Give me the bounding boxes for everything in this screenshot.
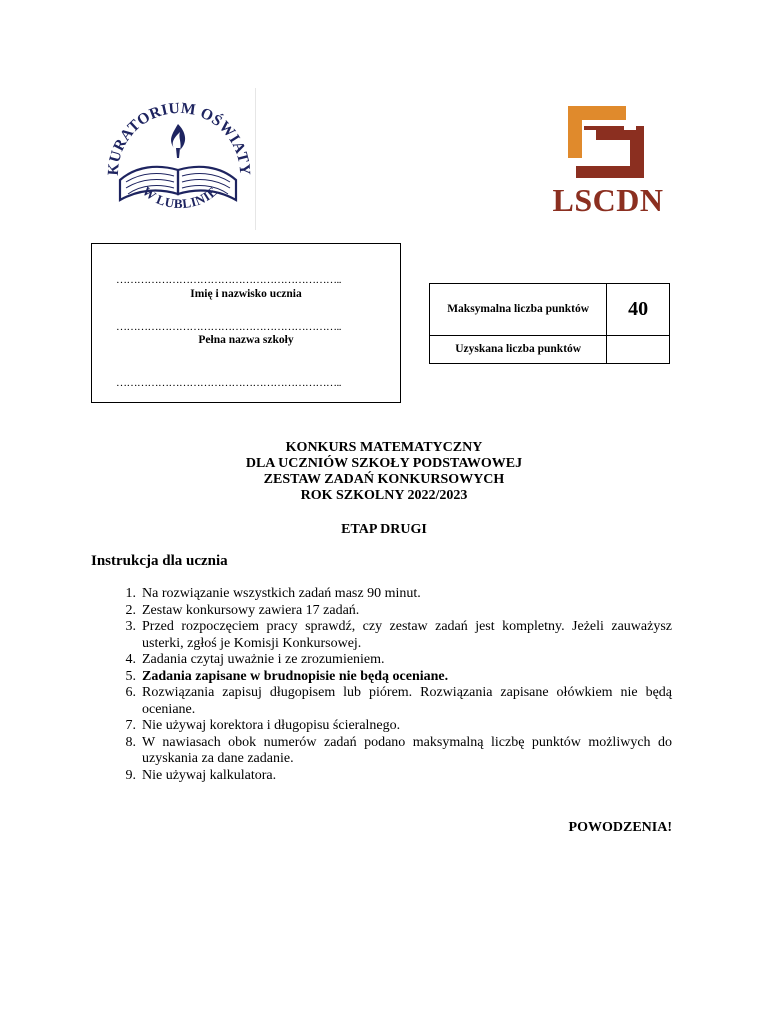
instruction-item: 4. Zadania czytaj uważnie i ze zrozumieniem. <box>125 652 385 667</box>
student-name-label: Imię i nazwisko ucznia <box>190 288 302 300</box>
kuratorium-seal-icon <box>96 88 256 230</box>
instruction-item: 8. W nawiasach obok numerów zadań podano maksymalną liczbę punktów możliwych do uzyskania za dane zadanie. <box>125 734 672 766</box>
svg-text:KURATORIUM OŚWIATY: KURATORIUM OŚWIATY <box>104 99 254 177</box>
school-dotted-line[interactable]: ……………………………………………………….. <box>116 321 341 333</box>
instruction-item: 9. Nie używaj kalkulatora. <box>125 767 277 783</box>
lscdn-emblem-icon <box>540 100 672 180</box>
points-table <box>429 283 670 364</box>
contest-heading <box>0 440 768 504</box>
school-name-label: Pełna nazwa szkoły <box>198 334 294 346</box>
svg-text:W LUBLINIE: W LUBLINIE <box>139 183 221 212</box>
instruction-item: 5. Zadania zapisane w brudnopisie nie będą oceniane. <box>125 668 449 684</box>
obtained-points-value[interactable] <box>607 335 670 363</box>
obtained-points-row <box>430 335 670 363</box>
lscdn-wordmark: LSCDN <box>552 182 664 218</box>
instruction-item: 6. Rozwiązania zapisuj długopisem lub piórem. Rozwiązania zapisane ołówkiem nie będą oceniane. <box>125 685 672 717</box>
max-points-label: Maksymalna liczba punktów <box>430 284 607 336</box>
heading-line-1: KONKURS MATEMATYCZNY <box>285 440 483 455</box>
instruction-item: 7. Nie używaj korektora i długopisu ścieralnego. <box>125 718 401 733</box>
obtained-points-label: Uzyskana liczba punktów <box>430 335 607 363</box>
heading-line-4: ROK SZKOLNY 2022/2023 <box>300 488 468 503</box>
extra-dotted-line[interactable]: ……………………………………………………….. <box>116 377 341 389</box>
instruction-item: 3. Przed rozpoczęciem pracy sprawdź, czy zestaw zadań jest kompletny. Jeżeli zauważysz usterki, zgłoś je Komisji Konkursowej. <box>125 619 672 651</box>
max-points-value: 40 <box>607 284 670 336</box>
heading-line-3: ZESTAW ZADAŃ KONKURSOWYCH <box>263 472 505 487</box>
instruction-item: 1. Na rozwiązanie wszystkich zadań masz 90 minut. <box>125 586 421 601</box>
kuratorium-logo <box>96 88 256 230</box>
stage-title: ETAP DRUGI <box>341 522 427 537</box>
name-dotted-line[interactable]: ……………………………………………………….. <box>116 274 341 286</box>
lscdn-logo <box>540 100 672 218</box>
student-info-box <box>91 243 401 403</box>
instructions-list <box>116 586 672 784</box>
instruction-item: 2. Zestaw konkursowy zawiera 17 zadań. <box>125 602 360 618</box>
good-luck-text: POWODZENIA! <box>568 820 672 835</box>
heading-line-2: DLA UCZNIÓW SZKOŁY PODSTAWOWEJ <box>245 456 523 471</box>
instructions-title: Instrukcja dla ucznia <box>91 553 228 569</box>
max-points-row <box>430 284 670 336</box>
